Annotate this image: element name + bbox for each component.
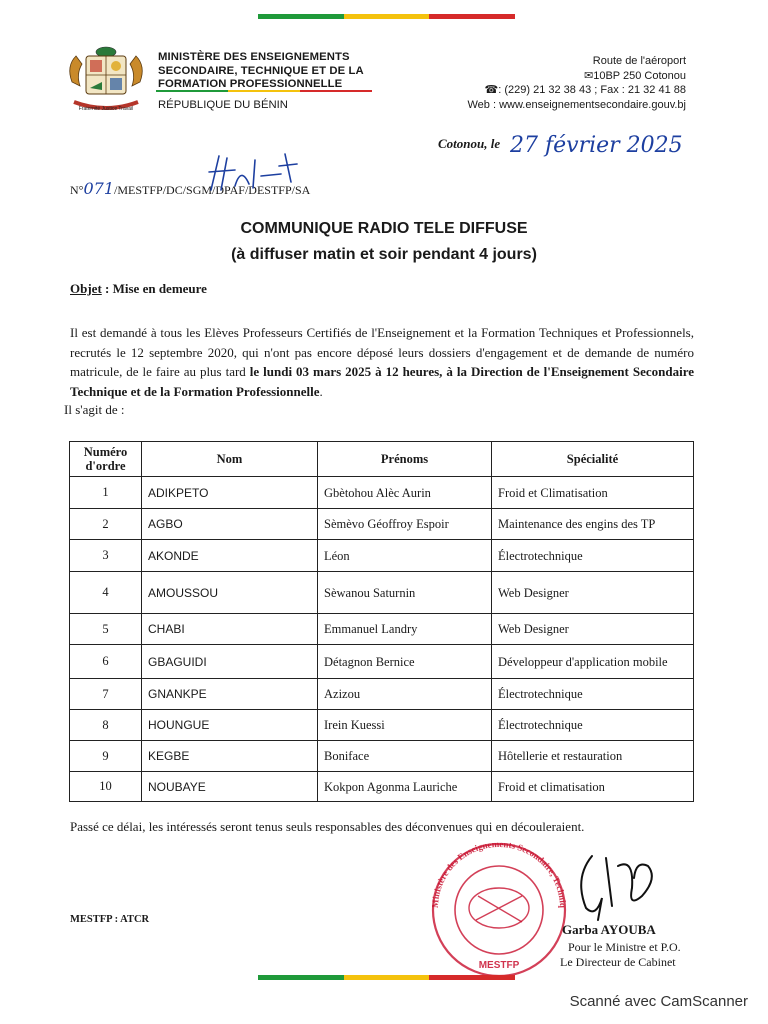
table-header-row (70, 442, 694, 477)
postal-line: ✉10BP 250 Cotonou (584, 69, 686, 82)
cell-num: 3 (70, 540, 142, 572)
table-row (70, 614, 694, 645)
cell-prenoms: Sèwanou Saturnin (318, 572, 492, 614)
col-header-numero: Numéro d'ordre (70, 442, 142, 477)
cell-specialite: Web Designer (492, 614, 694, 645)
cell-prenoms: Irein Kuessi (318, 710, 492, 741)
telephone-icon: ☎ (484, 84, 499, 96)
body-text-deadline: le lundi 03 mars 2025 à 12 heures, à la Direction de l'Enseignement Secondaire Technique et de la Formation Professionnelle (70, 364, 694, 399)
col-header-prenoms: Prénoms (318, 442, 492, 477)
signatory-role-2: Le Directeur de Cabinet (560, 955, 676, 969)
cell-num: 2 (70, 509, 142, 540)
handwritten-date (508, 128, 718, 162)
cell-nom: GBAGUIDI (142, 645, 318, 679)
communique-title: COMMUNIQUE RADIO TELE DIFFUSE (240, 220, 528, 237)
cell-prenoms: Sèmèvo Géoffroy Espoir (318, 509, 492, 540)
date-line (438, 128, 718, 162)
cell-specialite: Électrotechnique (492, 710, 694, 741)
signatory-role-1: Pour le Ministre et P.O. (568, 940, 681, 954)
table-row (70, 710, 694, 741)
table-row (70, 772, 694, 802)
ministry-flag-rule (156, 90, 372, 92)
closing-sentence: Passé ce délai, les intéressés seront tenus seuls responsables des déconvenues qui en découleraient. (70, 819, 585, 834)
table-row (70, 741, 694, 772)
cell-nom: HOUNGUE (142, 710, 318, 741)
handwritten-date-text: 27 février 2025 (510, 133, 683, 158)
cell-num: 10 (70, 772, 142, 802)
cell-nom: CHABI (142, 614, 318, 645)
reference-handwritten-strokes (205, 150, 300, 195)
cell-prenoms: Boniface (318, 741, 492, 772)
cell-num: 8 (70, 710, 142, 741)
emblem-motto-text: Fraternité Justice Travail (78, 106, 134, 112)
ref-prefix: N° (70, 183, 84, 197)
cell-specialite: Développeur d'application mobile (492, 645, 694, 679)
cell-num: 1 (70, 477, 142, 509)
benin-coat-of-arms (62, 42, 150, 120)
body-text-c: . (319, 383, 323, 399)
objet-line (70, 281, 207, 297)
objet-label: Objet (70, 281, 102, 296)
phone-line: ☎: (229) 21 32 38 43 ; Fax : 21 32 41 88 (484, 84, 686, 96)
signatory-name: Garba AYOUBA (562, 922, 656, 937)
communique-subtitle: (à diffuser matin et soir pendant 4 jours) (231, 246, 537, 263)
cell-specialite: Froid et climatisation (492, 772, 694, 802)
cell-specialite: Froid et Climatisation (492, 477, 694, 509)
col-header-specialite: Spécialité (492, 442, 694, 477)
cell-nom: AMOUSSOU (142, 572, 318, 614)
cell-prenoms: Kokpon Agonma Lauriche (318, 772, 492, 802)
cell-specialite: Électrotechnique (492, 540, 694, 572)
table-row (70, 679, 694, 710)
web-line: Web : www.enseignementsecondaire.gouv.bj (467, 98, 686, 111)
cell-specialite: Web Designer (492, 572, 694, 614)
ref-suffix: /MESTFP/DC/SGM/DPAF/DESTFP/SA (114, 183, 311, 197)
table-row (70, 645, 694, 679)
cell-nom: NOUBAYE (142, 772, 318, 802)
cell-specialite: Électrotechnique (492, 679, 694, 710)
col-header-nom: Nom (142, 442, 318, 477)
date-prefix: Cotonou, le (438, 136, 501, 151)
stamp-text: Ministère des Enseignements Secondaire, Techniq (429, 838, 569, 909)
contact-block (386, 54, 686, 112)
cell-nom: AKONDE (142, 540, 318, 572)
republic-label: RÉPUBLIQUE DU BÉNIN (158, 99, 288, 111)
table-row (70, 572, 694, 614)
cell-prenoms: Léon (318, 540, 492, 572)
bottom-flag-bar (258, 975, 515, 980)
list-intro: Il s'agit de : (64, 402, 125, 417)
candidates-table (69, 441, 694, 802)
cell-nom: KEGBE (142, 741, 318, 772)
cell-prenoms: Azizou (318, 679, 492, 710)
ministry-line-2: SECONDAIRE, TECHNIQUE ET DE LA (158, 64, 364, 77)
ministry-line-1: MINISTÈRE DES ENSEIGNEMENTS (158, 51, 350, 63)
handwritten-signature (562, 848, 662, 928)
mailbox-icon: ✉ (584, 69, 594, 82)
cell-num: 7 (70, 679, 142, 710)
table-row (70, 477, 694, 509)
cell-specialite: Hôtellerie et restauration (492, 741, 694, 772)
cell-num: 9 (70, 741, 142, 772)
table-row (70, 509, 694, 540)
footer-code: MESTFP : ATCR (70, 914, 150, 925)
table-row (70, 540, 694, 572)
top-flag-bar (258, 14, 515, 19)
cell-nom: GNANKPE (142, 679, 318, 710)
cell-prenoms: Emmanuel Landry (318, 614, 492, 645)
camscanner-watermark: Scanné avec CamScanner (569, 993, 748, 1010)
objet-value: : Mise en demeure (101, 281, 207, 296)
svg-text:Ministère des Enseignements Se (418, 830, 568, 908)
cell-specialite: Maintenance des engins des TP (492, 509, 694, 540)
cell-nom: ADIKPETO (142, 477, 318, 509)
cell-prenoms: Détagnon Bernice (318, 645, 492, 679)
address-line: Route de l'aéroport (592, 55, 686, 67)
cell-num: 4 (70, 572, 142, 614)
stamp-code: MESTFP (478, 960, 520, 971)
ref-handwritten-number: 071 (83, 179, 115, 198)
ministry-line-3: FORMATION PROFESSIONNELLE (158, 78, 343, 90)
body-paragraph (70, 323, 694, 401)
cell-num: 6 (70, 645, 142, 679)
ministry-name (158, 51, 398, 92)
cell-prenoms: Gbètohou Alèc Aurin (318, 477, 492, 509)
cell-num: 5 (70, 614, 142, 645)
official-stamp (418, 830, 580, 980)
body-text-a: Il est demandé à tous les Elèves Professeurs Certifiés de l'Enseignement et la Formation Techniques et Professionnels, recrutés le 12 septembre 2020, qui n'ont pas encore déposé leurs dossiers d'engagement et de demande de numéro matricule, de le faire au plus tard (70, 325, 694, 379)
cell-nom: AGBO (142, 509, 318, 540)
